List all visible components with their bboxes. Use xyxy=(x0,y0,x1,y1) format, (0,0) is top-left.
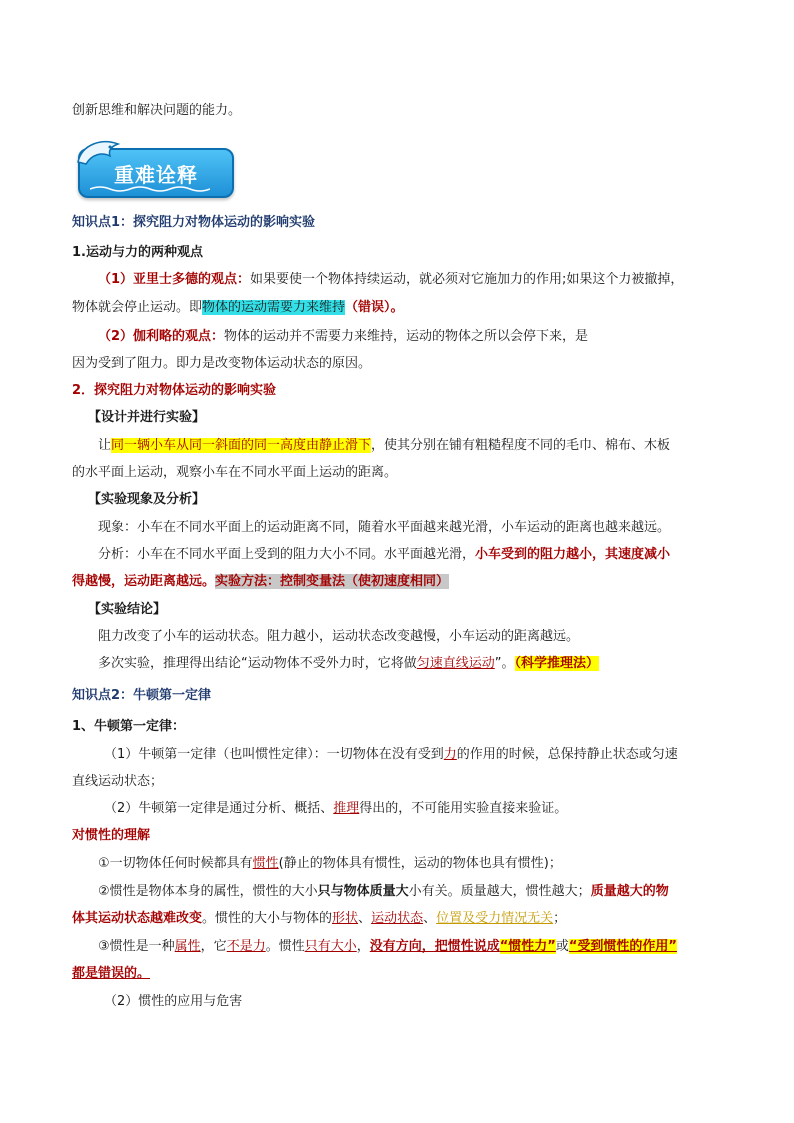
i4-not-force: 不是力 xyxy=(226,939,266,954)
k1-a-line2 xyxy=(72,298,732,318)
conclusion-underline: 匀速直线运动 xyxy=(416,656,495,671)
k1-b-line2: 因为受到了阻力。即力是改变物体运动状态的原因。 xyxy=(72,356,372,371)
k2-p2a: （2）牛顿第一定律是通过分析、概括、 xyxy=(104,801,334,816)
galileo-text: 物体的运动并不需要力来维持，运动的物体之所以会停下来，是 xyxy=(224,329,589,344)
k2-p1b: 的作用的时候，总保持静止状态或匀速 xyxy=(456,747,678,762)
i3e: ； xyxy=(553,911,567,926)
conclusion-2b: ”。 xyxy=(494,656,515,671)
aristotle-label: （1）亚里士多德的观点： xyxy=(98,272,251,287)
k1-title: 知识点1：探究阻力对物体运动的影响实验 xyxy=(72,215,316,230)
conclusion-heading: 【实验结论】 xyxy=(88,602,167,617)
aristotle-text2: 物体就会停止运动。即 xyxy=(72,300,203,315)
design-line2: 的水平面上运动，观察小车在不同水平面上运动的距离。 xyxy=(72,465,398,480)
design-heading: 【设计并进行实验】 xyxy=(88,410,206,425)
k2-p3: （2）惯性的应用与危害 xyxy=(104,994,243,1009)
analysis-1a: 分析：小车在不同水平面上受到的阻力大小不同。水平面越光滑， xyxy=(98,547,476,562)
i1a: ①一切物体任何时候都具有 xyxy=(98,856,253,871)
i4-highlight1: “惯性力” xyxy=(499,939,556,954)
aristotle-highlight: 物体的运动需要力来维持 xyxy=(202,300,346,315)
i4d: ， xyxy=(356,939,370,954)
inertia-item2-cont xyxy=(72,909,732,929)
i4a: ③惯性是一种 xyxy=(98,939,175,954)
section-banner xyxy=(78,148,234,198)
intro-tail: 创新思维和解决问题的能力。 xyxy=(72,103,242,118)
inertia-item3-cont: 都是错误的。 xyxy=(72,966,151,981)
inertia-item2 xyxy=(98,882,758,902)
i2b: 只与物体质量大 xyxy=(317,884,409,899)
conclusion-line1: 阻力改变了小车的运动状态。阻力越小，运动状态改变越慢，小车运动的距离越远。 xyxy=(98,629,580,644)
design-1a: 让 xyxy=(98,438,112,453)
i3-position: 位置及受力情况无关 xyxy=(436,911,554,926)
k2-p1-underline: 力 xyxy=(443,747,457,762)
i1b: (静止的物体具有惯性，运动的物体也具有惯性)； xyxy=(278,856,562,871)
k1-s2: 2．探究阻力对物体运动的影响实验 xyxy=(72,383,277,398)
k1-a-line1 xyxy=(98,270,758,290)
i2a: ②惯性是物体本身的属性，惯性的大小 xyxy=(98,884,318,899)
k2-p1-line1 xyxy=(104,745,764,765)
reasoning-highlight: （科学推理法） xyxy=(514,656,600,671)
galileo-label: （2）伽利略的观点： xyxy=(98,329,225,344)
i3c: 、 xyxy=(358,911,372,926)
k2-p1a: （1）牛顿第一定律（也叫惯性定律）：一切物体在没有受到 xyxy=(104,747,444,762)
i3-shape: 形状 xyxy=(332,911,359,926)
aristotle-text: 如果要使一个物体持续运动，就必须对它施加力的作用;如果这个力被撤掉， xyxy=(250,272,684,287)
i4c: 。惯性 xyxy=(265,939,305,954)
method-highlight: 实验方法：控制变量法（使初速度相同） xyxy=(215,574,450,589)
k1-b-line1 xyxy=(98,327,758,347)
analysis-line1 xyxy=(98,545,758,565)
i3b: 。惯性的大小与物体的 xyxy=(202,911,333,926)
conclusion-line2 xyxy=(98,654,758,674)
i4e: 或 xyxy=(555,939,569,954)
i4-magnitude: 只有大小 xyxy=(304,939,357,954)
k2-p2b: 得出的，不可能用实验直接来验证。 xyxy=(359,801,568,816)
k2-p2-underline: 推理 xyxy=(333,801,360,816)
analysis-2a: 得越慢，运动距离越远。 xyxy=(72,574,216,589)
i2d: 质量越大的物 xyxy=(590,884,669,899)
i1-underline: 惯性 xyxy=(252,856,279,871)
design-highlight: 同一辆小车从同一斜面的同一高度由静止滑下 xyxy=(111,438,372,453)
i4b: ，它 xyxy=(200,939,227,954)
i2c: 小有关。质量越大，惯性越大； xyxy=(408,884,591,899)
design-line1 xyxy=(98,436,758,456)
k2-s1: 1、牛顿第一定律： xyxy=(72,719,186,734)
i4-no-direction: 没有方向，把惯性说成 xyxy=(369,939,500,954)
i3d: 、 xyxy=(423,911,437,926)
k1-s1: 1.运动与力的两种观点 xyxy=(72,245,203,260)
k2-title: 知识点2：牛顿第一定律 xyxy=(72,688,212,703)
inertia-item1 xyxy=(98,854,758,874)
inertia-heading: 对惯性的理解 xyxy=(72,828,151,843)
i3a: 体其运动状态越难改变 xyxy=(72,911,203,926)
wave-decoration xyxy=(90,185,210,193)
k2-p2 xyxy=(104,799,764,819)
k2-p1-line2: 直线运动状态； xyxy=(72,774,164,789)
phenomenon-line: 现象：小车在不同水平面上的运动距离不同，随着水平面越来越光滑，小车运动的距离也越来越远。 xyxy=(98,520,671,535)
conclusion-2a: 多次实验，推理得出结论“运动物体不受外力时，它将做 xyxy=(98,656,417,671)
phenomenon-heading: 【实验现象及分析】 xyxy=(88,492,206,507)
i3-motion: 运动状态 xyxy=(371,911,424,926)
analysis-line2 xyxy=(72,572,732,592)
aristotle-error: （错误）。 xyxy=(345,300,404,315)
analysis-1b: 小车受到的阻力越小，其速度减小 xyxy=(475,547,671,562)
design-1b: ，使其分别在铺有粗糙程度不同的毛巾、棉布、木板 xyxy=(371,438,671,453)
banner-title: 重难诠释 xyxy=(114,163,198,187)
i4-highlight2: “受到惯性的作用” xyxy=(568,939,677,954)
i4-property: 属性 xyxy=(174,939,201,954)
inertia-item3 xyxy=(98,937,758,957)
